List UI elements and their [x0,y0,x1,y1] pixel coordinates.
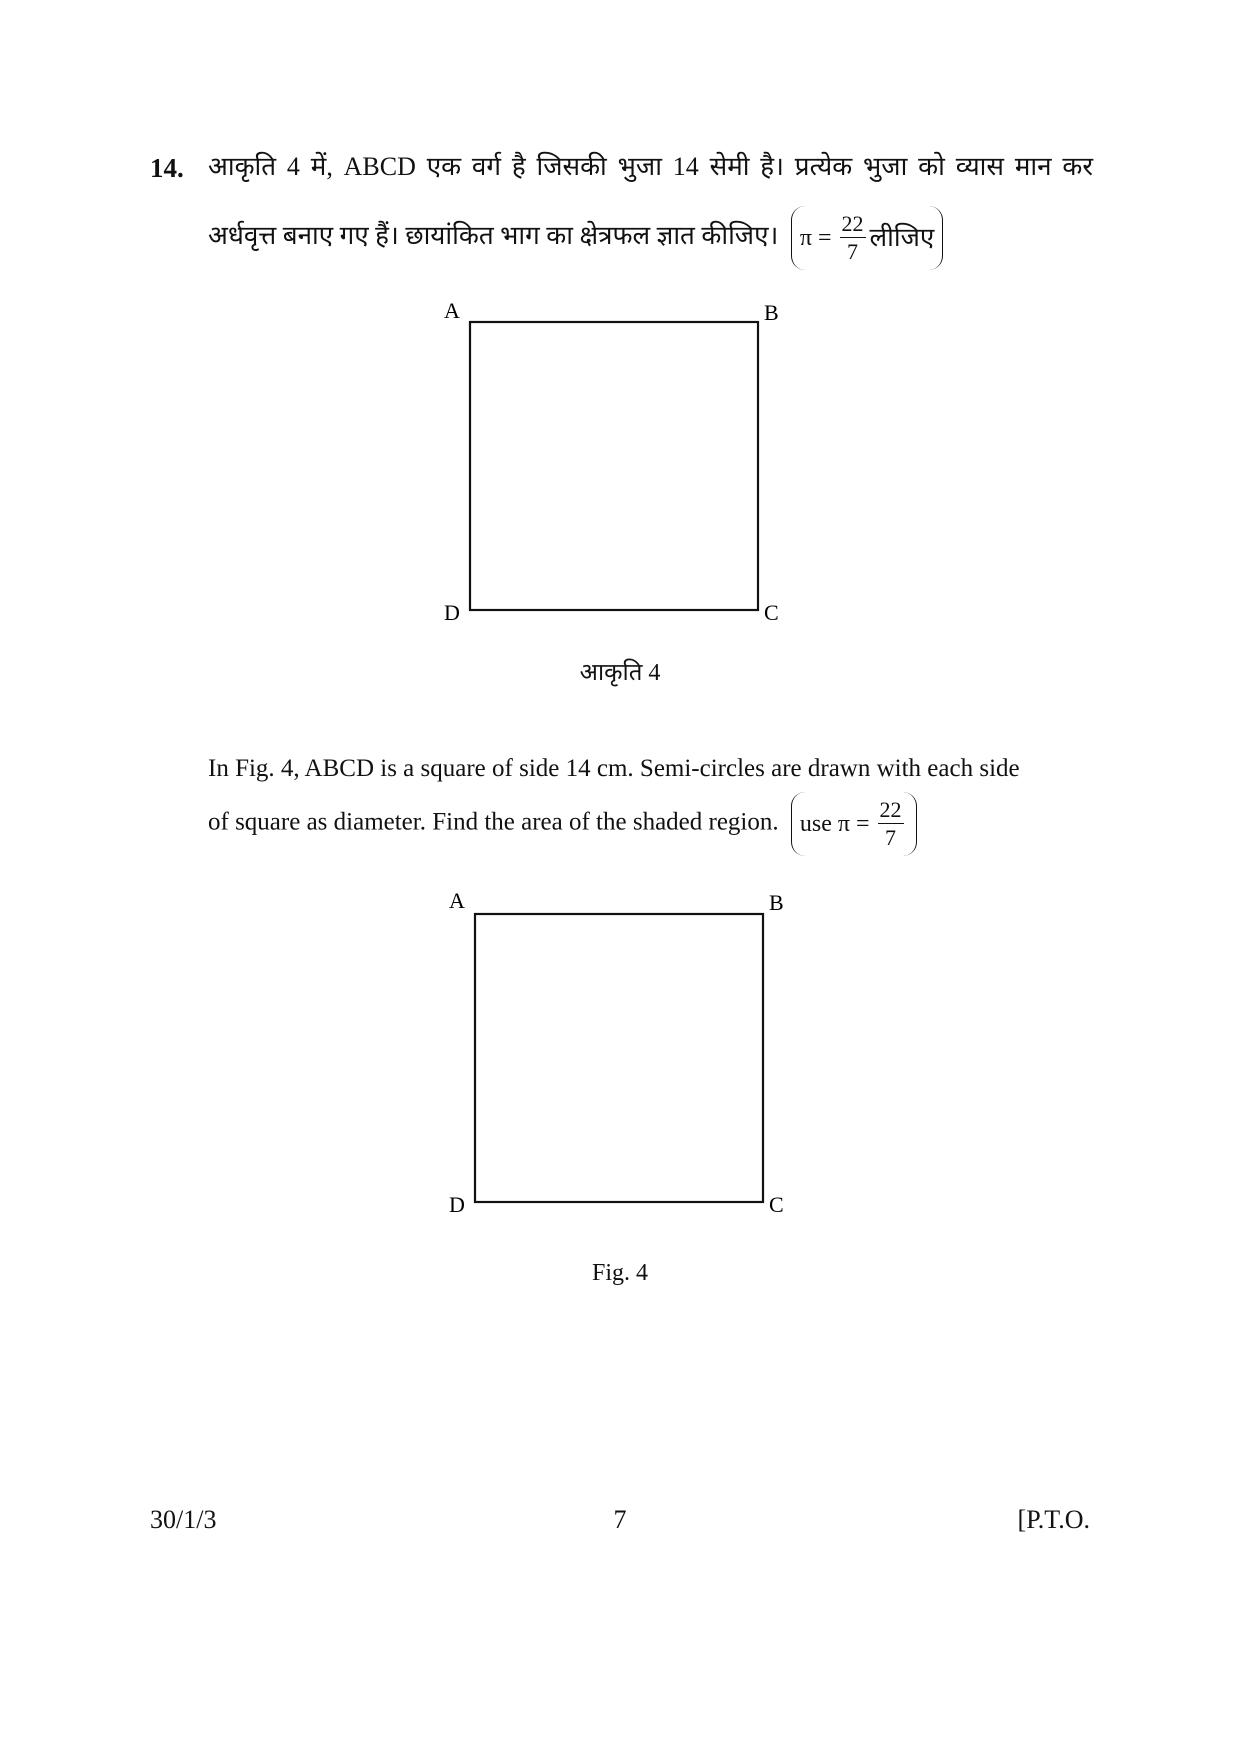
english-pi-denominator: 7 [885,825,897,850]
footer-pto: [P.T.O. [1017,1505,1090,1534]
hindi-question-line-2: अर्धवृत्त बनाए गए हैं। छायांकित भाग का क्षेत्रफल ज्ञात कीजिए। [208,220,779,250]
english-figure [425,870,784,1217]
hindi-pi-prefix: π = [799,225,832,251]
footer-page-number: 7 [613,1505,627,1534]
english-vertex-a: A [449,888,465,913]
english-vertex-b: B [769,890,784,915]
footer-paper-code: 30/1/3 [150,1505,217,1534]
hindi-question-line-1: आकृति 4 में, ABCD एक वर्ग है जिसकी भुजा 14 सेमी है। प्रत्येक भुजा को व्यास मान कर [208,152,1093,181]
hindi-question-line-2-wrap [208,206,943,270]
hindi-figure-caption: आकृति 4 [579,660,661,686]
hindi-pi-denominator: 7 [847,239,858,264]
hindi-pi-suffix: लीजिए [869,223,935,252]
hindi-vertex-c: C [764,600,779,625]
english-pi-note [791,792,917,856]
english-figure-caption: Fig. 4 [591,1260,648,1286]
english-question-line-1: In Fig. 4, ABCD is a square of side 14 cm. Semi-circles are drawn with each side [208,755,1020,782]
hindi-pi-note [791,206,943,270]
english-pi-numerator: 22 [879,797,902,822]
hindi-pi-numerator: 22 [841,211,864,236]
hindi-vertex-a: A [444,298,460,323]
hindi-pi-fraction [840,213,866,263]
english-question-line-2-wrap [208,792,917,856]
hindi-vertex-b: B [764,300,779,325]
hindi-vertex-d: D [444,600,460,625]
english-vertex-d: D [449,1192,465,1217]
hindi-figure [420,280,779,625]
english-pi-fraction [878,799,904,849]
english-vertex-c: C [769,1192,784,1217]
question-number: 14. [150,153,184,183]
english-pi-prefix: use π = [799,811,870,837]
english-question-line-2: of square as diameter. Find the area of the shaded region. [208,808,779,836]
